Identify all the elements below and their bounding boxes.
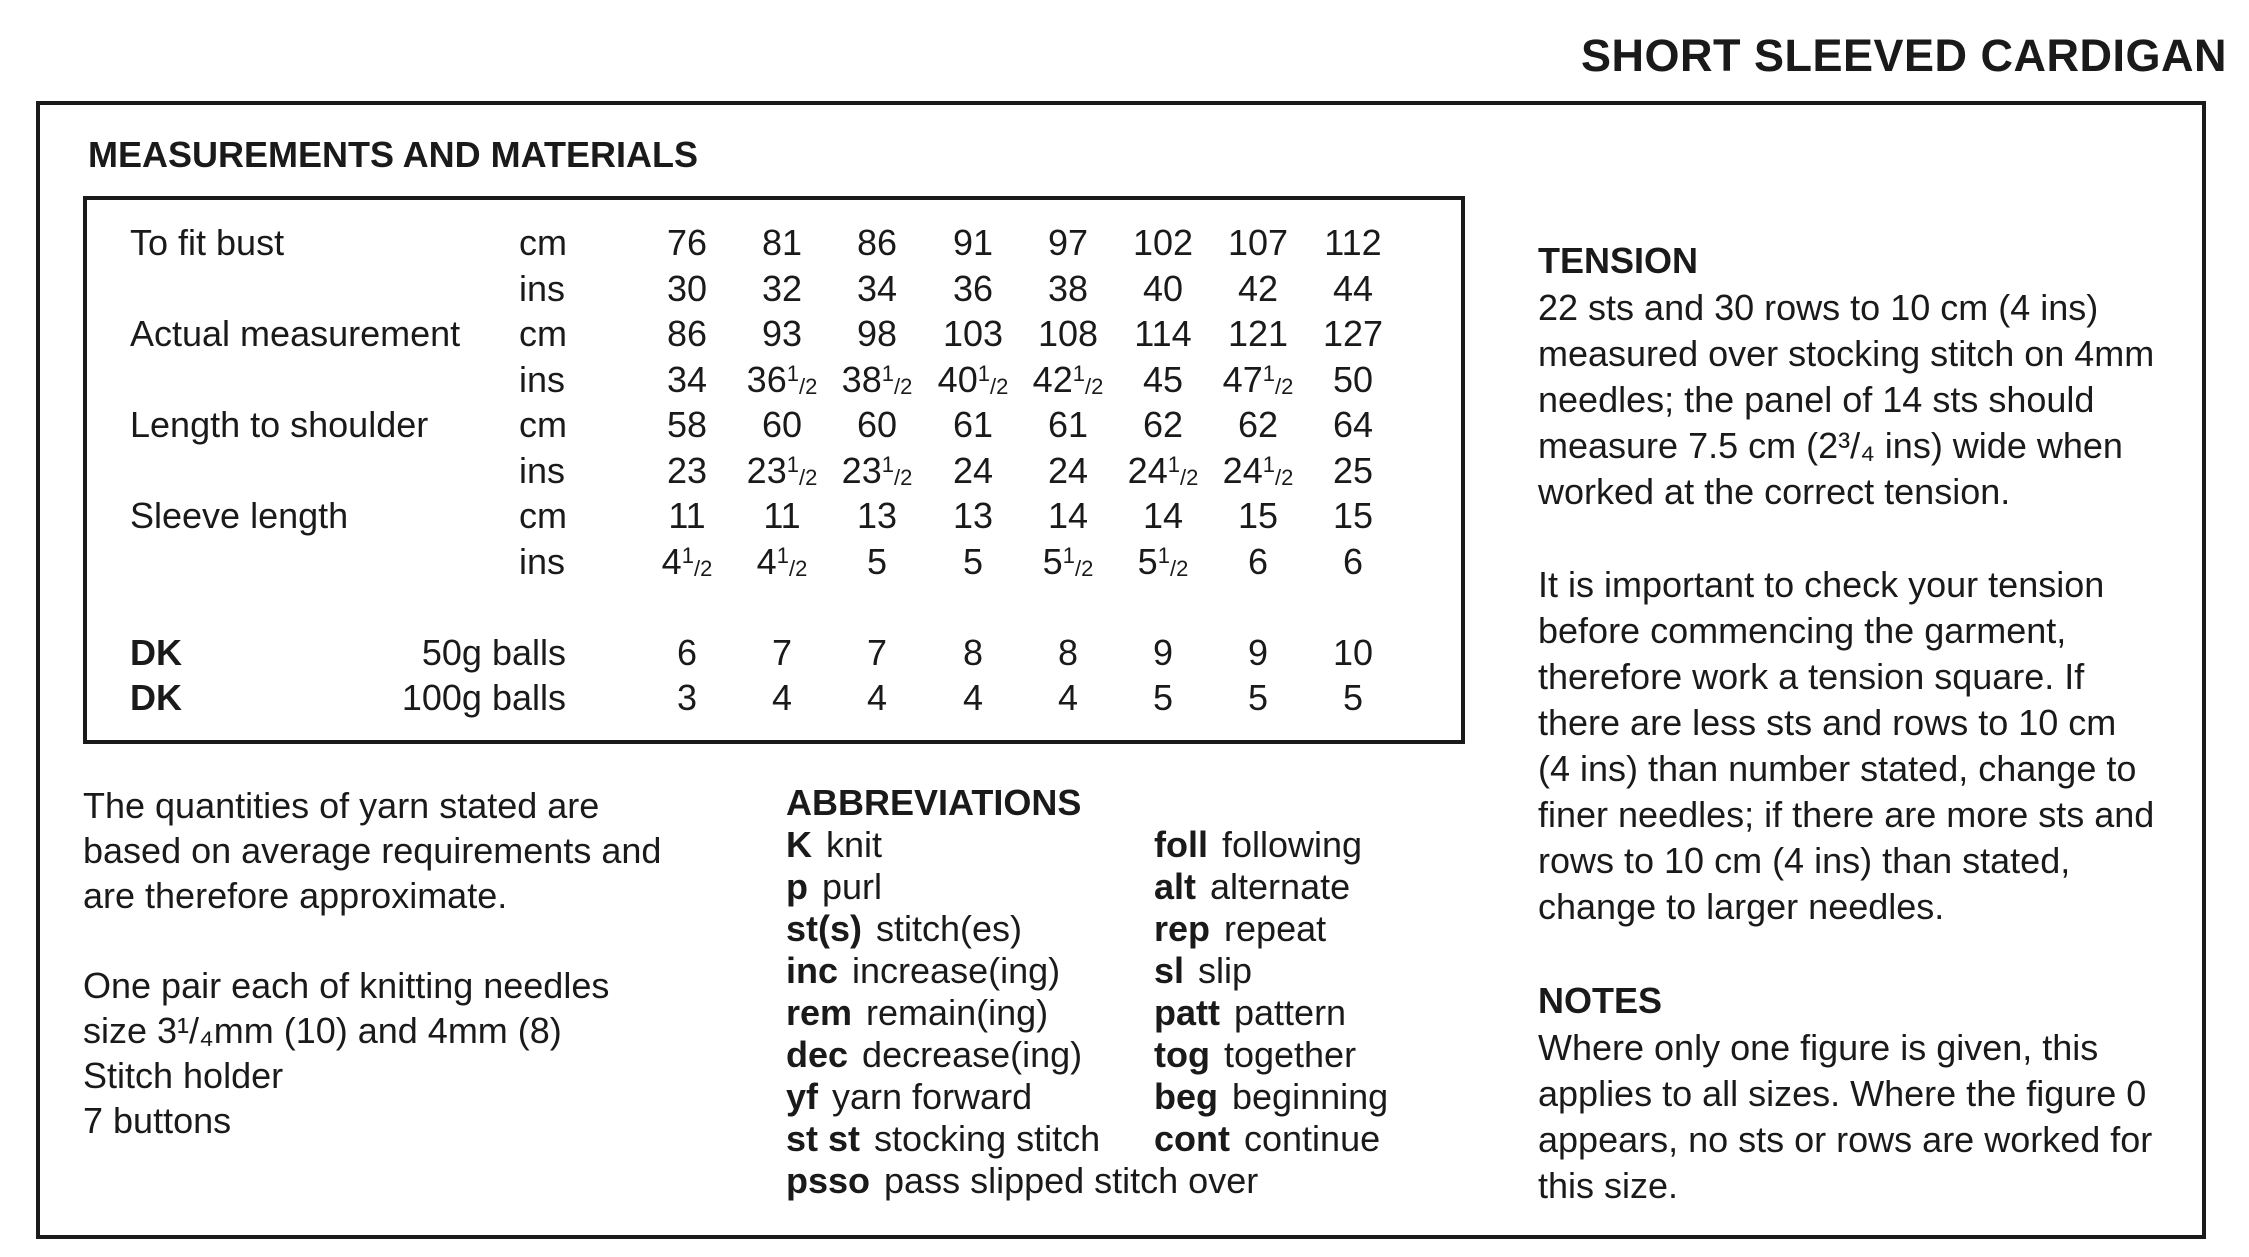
yarn-quantity: 5 [1247,677,1269,718]
yarn-quantity: 9 [1247,632,1269,673]
measurement-value: 24 [1047,450,1089,491]
tension-check-line: It is important to check your tension [1538,564,2105,605]
abbreviation-meaning: slip [1198,950,1253,991]
measurement-value: 40 [1142,268,1184,309]
yarn-quantity: 6 [676,632,698,673]
measurement-value: 127 [1322,313,1384,354]
measurement-value: $23^1_{/2}$ [841,450,913,491]
yarn-quantity: 8 [962,632,984,673]
abbreviation-meaning: alternate [1210,866,1351,907]
measurement-value: 107 [1227,222,1289,263]
measurement-value: 121 [1227,313,1289,354]
abbreviation-entry [786,1160,1258,1202]
measurement-value: 62 [1142,404,1184,445]
yarn-quantity: 7 [771,632,793,673]
tension-check-line: rows to 10 cm (4 ins) than stated, [1538,840,2071,881]
abbreviation-meaning: pattern [1234,992,1347,1033]
abbreviation-term: yf [786,1076,819,1117]
abbreviation-meaning: following [1221,824,1363,865]
measurement-value: $40^1_{/2}$ [937,359,1009,400]
measurement-value: $24^1_{/2}$ [1222,450,1294,491]
measurement-value: 13 [856,495,898,536]
measurement-value: 93 [761,313,803,354]
abbreviation-entry [1154,1034,1388,1076]
measurement-value: 6 [1342,541,1364,582]
measurement-value: 97 [1047,222,1089,263]
notes-text [1538,1025,2152,1209]
abbreviation-meaning: repeat [1224,908,1327,949]
measurement-label: Actual measurement [130,313,461,354]
measurement-value: 114 [1134,313,1192,354]
abbreviation-term: inc [786,950,839,991]
abbreviation-term: rem [786,992,853,1033]
notes-line: appears, no sts or rows are worked for [1538,1119,2153,1160]
measurement-value: $42^1_{/2}$ [1032,359,1104,400]
abbreviation-term: tog [1154,1034,1210,1075]
abbreviation-entry [1154,992,1388,1034]
page-title: SHORT SLEEVED CARDIGAN [1580,30,2227,81]
yarn-quantity: 8 [1057,632,1079,673]
materials-line: 7 buttons [83,1100,232,1141]
measurement-value: 61 [952,404,994,445]
measurement-value: 61 [1047,404,1089,445]
measurement-label: Length to shoulder [130,404,429,445]
yarn-quantity: 10 [1332,632,1374,673]
measurement-value: $4^1_{/2}$ [661,541,713,582]
abbreviation-meaning: beginning [1232,1076,1389,1117]
tension-line: needles; the panel of 14 sts should [1538,379,2095,420]
abbreviation-entry [1154,1076,1388,1118]
abbreviation-term: sl [1154,950,1185,991]
abbreviation-term: cont [1154,1118,1230,1159]
tension-check-line: change to larger needles. [1538,886,1945,927]
yarn-quantity: 5 [1342,677,1364,718]
abbreviation-meaning: pass slipped stitch over [884,1160,1259,1201]
tension-text [1538,285,2154,515]
measurement-value: 13 [952,495,994,536]
tension-heading: TENSION [1538,240,1699,281]
measurement-value: $4^1_{/2}$ [756,541,808,582]
measurement-value: 86 [666,313,708,354]
measurement-value: 98 [856,313,898,354]
abbreviation-meaning: stitch(es) [876,908,1023,949]
measurement-value: 25 [1332,450,1374,491]
abbreviation-meaning: increase(ing) [852,950,1061,991]
measurement-value: 60 [761,404,803,445]
yarn-ball-size: 50g balls [421,632,566,673]
notes-line: applies to all sizes. Where the figure 0 [1538,1073,2147,1114]
abbreviation-meaning: together [1223,1034,1357,1075]
measurement-value: 15 [1332,495,1374,536]
measurement-value: 14 [1047,495,1089,536]
yarn-quantity: 4 [1057,677,1079,718]
notes-line: this size. [1538,1165,1679,1206]
abbreviation-meaning: knit [826,824,883,865]
measurement-unit: cm [519,404,567,445]
abbreviation-meaning: decrease(ing) [862,1034,1083,1075]
abbreviation-meaning: yarn forward [832,1076,1033,1117]
quantities-note-line: based on average requirements and [83,830,662,871]
abbreviation-entry [1154,908,1388,950]
tension-check-text [1538,562,2154,930]
measurement-value: 6 [1247,541,1269,582]
measurement-unit: cm [519,222,567,263]
abbreviation-entry [1154,824,1388,866]
notes-heading: NOTES [1538,980,1663,1021]
measurement-value: 30 [666,268,708,309]
measurement-value: 24 [952,450,994,491]
tension-check-line: there are less sts and rows to 10 cm [1538,702,2117,743]
abbreviation-term: beg [1154,1076,1219,1117]
measurement-value: $36^1_{/2}$ [746,359,818,400]
measurement-unit: ins [519,450,566,491]
abbreviation-term: psso [786,1160,871,1201]
yarn-quantity: 3 [676,677,698,718]
yarn-quantity: 4 [771,677,793,718]
measurement-value: $24^1_{/2}$ [1127,450,1199,491]
abbreviation-term: rep [1154,908,1211,949]
measurement-value: 62 [1237,404,1279,445]
abbreviation-term: st st [786,1118,861,1159]
measurement-value: 5 [962,541,984,582]
tension-check-line: finer needles; if there are more sts and [1538,794,2155,835]
yarn-quantity: 7 [866,632,888,673]
measurement-value: 50 [1332,359,1374,400]
measurement-value: 11 [763,495,801,536]
abbreviation-meaning: purl [822,866,883,907]
measurement-value: 60 [856,404,898,445]
tension-line: 22 sts and 30 rows to 10 cm (4 ins) [1538,287,2099,328]
measurement-unit: ins [519,268,566,309]
abbreviation-entry [1154,1118,1388,1160]
tension-check-line: before commencing the garment, [1538,610,2067,651]
measurement-value: 23 [666,450,708,491]
abbreviations-right [1154,824,1388,1160]
measurement-value: 45 [1142,359,1184,400]
measurement-value: 36 [952,268,994,309]
measurement-value: 34 [856,268,898,309]
measurement-unit: cm [519,495,567,536]
materials-line: One pair each of knitting needles [83,965,610,1006]
yarn-type: DK [130,632,182,673]
abbreviation-term: patt [1154,992,1220,1033]
measurement-value: 42 [1237,268,1279,309]
abbreviations-heading: ABBREVIATIONS [786,782,1082,823]
quantities-note [83,783,661,918]
measurement-unit: ins [519,359,566,400]
tension-line: measured over stocking stitch on 4mm [1538,333,2155,374]
measurement-value: $47^1_{/2}$ [1222,359,1294,400]
abbreviation-meaning: remain(ing) [866,992,1049,1033]
abbreviation-term: dec [786,1034,849,1075]
measurement-value: 81 [761,222,803,263]
yarn-quantity: 5 [1152,677,1174,718]
yarn-quantity: 9 [1152,632,1174,673]
measurement-value: 112 [1324,222,1382,263]
materials-line: size 3¹/₄mm (10) and 4mm (8) [83,1010,562,1051]
abbreviation-term: st(s) [786,908,863,949]
measurement-value: 14 [1142,495,1184,536]
materials-list [83,963,609,1143]
measurement-value: 58 [666,404,708,445]
measurement-value: 91 [952,222,994,263]
measurement-value: $5^1_{/2}$ [1042,541,1094,582]
measurement-value: 15 [1237,495,1279,536]
abbreviation-term: alt [1154,866,1197,907]
tension-line: worked at the correct tension. [1538,471,2011,512]
measurement-value: 38 [1047,268,1089,309]
tension-check-line: therefore work a tension square. If [1538,656,2085,697]
measurements-heading: MEASUREMENTS AND MATERIALS [88,134,698,175]
notes-line: Where only one figure is given, this [1538,1027,2099,1068]
measurement-unit: ins [519,541,566,582]
measurement-value: 44 [1332,268,1374,309]
abbreviation-meaning: continue [1244,1118,1381,1159]
abbreviation-entry [1154,950,1388,992]
measurement-value: 108 [1037,313,1099,354]
measurement-value: 64 [1332,404,1374,445]
tension-line: measure 7.5 cm (2³/₄ ins) wide when [1538,425,2123,466]
measurement-value: $23^1_{/2}$ [746,450,818,491]
measurement-unit: cm [519,313,567,354]
measurement-value: 11 [668,495,706,536]
abbreviation-term: foll [1154,824,1208,865]
materials-line: Stitch holder [83,1055,284,1096]
measurement-value: 103 [942,313,1004,354]
tension-check-line: (4 ins) than number stated, change to [1538,748,2137,789]
measurement-label: Sleeve length [130,495,349,536]
yarn-quantity: 4 [866,677,888,718]
yarn-ball-size: 100g balls [401,677,566,718]
measurement-value: 76 [666,222,708,263]
measurement-value: 34 [666,359,708,400]
measurement-value: 32 [761,268,803,309]
measurement-value: 102 [1132,222,1194,263]
yarn-quantity: 4 [962,677,984,718]
abbreviation-meaning: stocking stitch [874,1118,1101,1159]
quantities-note-line: The quantities of yarn stated are [83,785,600,826]
abbreviation-entry [1154,866,1388,908]
measurement-value: $5^1_{/2}$ [1137,541,1189,582]
abbreviation-term: K [786,824,812,865]
measurement-label: To fit bust [130,222,285,263]
abbreviation-term: p [786,866,808,907]
yarn-type: DK [130,677,182,718]
measurement-value: 86 [856,222,898,263]
measurement-value: $38^1_{/2}$ [841,359,913,400]
measurement-value: 5 [866,541,888,582]
quantities-note-line: are therefore approximate. [83,875,508,916]
